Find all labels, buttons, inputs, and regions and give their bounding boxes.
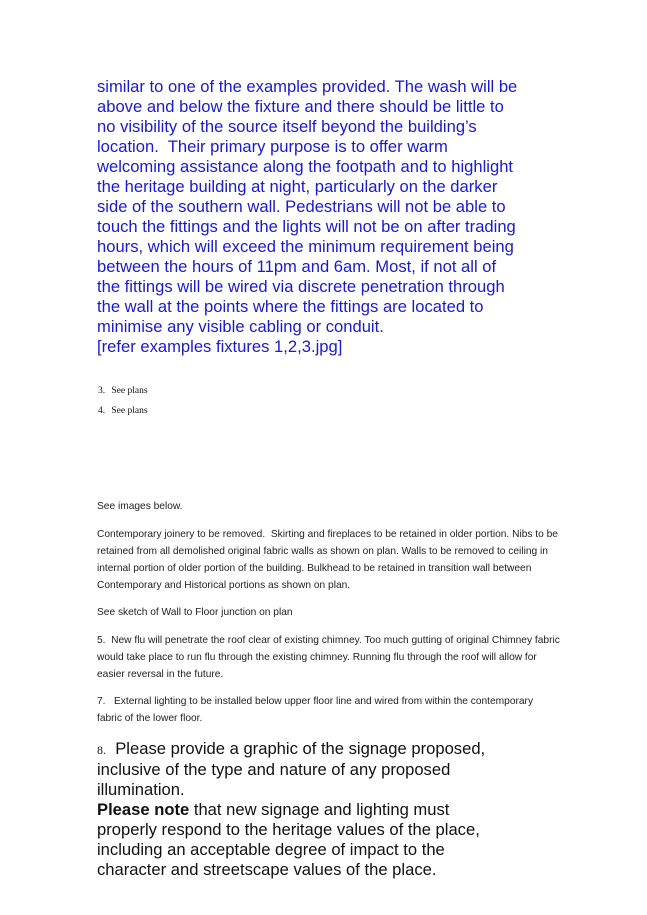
paragraph-line: location. Their primary purpose is to offer warm <box>97 137 448 156</box>
paragraph-line: the wall at the points where the fittings are located to <box>97 297 484 316</box>
paragraph-line: easier reversal in the future. <box>97 669 224 680</box>
paragraph-line: minimise any visible cabling or conduit. <box>97 317 384 336</box>
list-text: See plans <box>111 386 148 396</box>
paragraph-line: the fittings will be wired via discrete penetration through <box>97 277 505 296</box>
plans-list <box>98 385 148 425</box>
paragraph-line: welcoming assistance along the footpath and to highlight <box>97 157 514 176</box>
lighting-description-paragraph <box>97 77 567 357</box>
paragraph-line: inclusive of the type and nature of any proposed <box>97 760 451 779</box>
see-images-note: See images below. <box>97 501 183 512</box>
item-5-paragraph <box>97 632 617 683</box>
item-7-paragraph <box>97 693 617 727</box>
demolition-paragraph <box>97 526 617 594</box>
paragraph-line: between the hours of 11pm and 6am. Most, if not all of <box>97 257 497 276</box>
note-label: Please note <box>97 800 190 819</box>
list-item <box>98 385 148 405</box>
paragraph-line: Contemporary and Historical portions as shown on plan. <box>97 580 351 591</box>
list-text: See plans <box>111 406 148 416</box>
list-number: 3. <box>98 386 106 396</box>
paragraph-line: internal portion of older portion of the building. Bulkhead to be retained in transition wall between <box>97 563 532 574</box>
paragraph-line: character and streetscape values of the place. <box>97 860 437 879</box>
paragraph-line: retained from all demolished original fabric walls as shown on plan. Walls to be removed to ceiling in <box>97 546 548 557</box>
paragraph-line: side of the southern wall. Pedestrians will not be able to <box>97 197 506 216</box>
paragraph-line: above and below the fixture and there should be little to <box>97 97 504 116</box>
item-8-paragraph <box>97 739 557 880</box>
note-text: that new signage and lighting must <box>189 800 450 819</box>
paragraph-line: would take place to run flu through the existing chimney. Running flu through the roof will allow for <box>97 652 537 663</box>
sketch-note: See sketch of Wall to Floor junction on plan <box>97 607 293 618</box>
paragraph-line: including an acceptable degree of impact to the <box>97 840 445 859</box>
paragraph-line: [refer examples fixtures 1,2,3.jpg] <box>97 337 343 356</box>
paragraph-line: fabric of the lower floor. <box>97 713 203 724</box>
item-number: 8. <box>97 743 106 757</box>
paragraph-line <box>97 800 557 820</box>
paragraph-line: similar to one of the examples provided. The wash will be <box>97 77 518 96</box>
paragraph-line: 7. External lighting to be installed below upper floor line and wired from within the contemporary <box>97 696 534 707</box>
list-item <box>98 405 148 425</box>
list-number: 4. <box>98 406 106 416</box>
paragraph-line: 5. New flu will penetrate the roof clear of existing chimney. Too much gutting of original Chimney fabric <box>97 635 560 646</box>
paragraph-line: hours, which will exceed the minimum requirement being <box>97 237 514 256</box>
paragraph-line: properly respond to the heritage values of the place, <box>97 820 480 839</box>
paragraph-line: Contemporary joinery to be removed. Skirting and fireplaces to be retained in older portion. Nibs to be <box>97 529 558 540</box>
item-8-request: Please provide a graphic of the signage proposed, <box>115 739 486 758</box>
paragraph-line <box>97 739 557 760</box>
paragraph-line: the heritage building at night, particularly on the darker <box>97 177 498 196</box>
paragraph-line: touch the fittings and the lights will not be on after trading <box>97 217 516 236</box>
paragraph-line: no visibility of the source itself beyond the building’s <box>97 117 477 136</box>
paragraph-line: illumination. <box>97 780 185 799</box>
